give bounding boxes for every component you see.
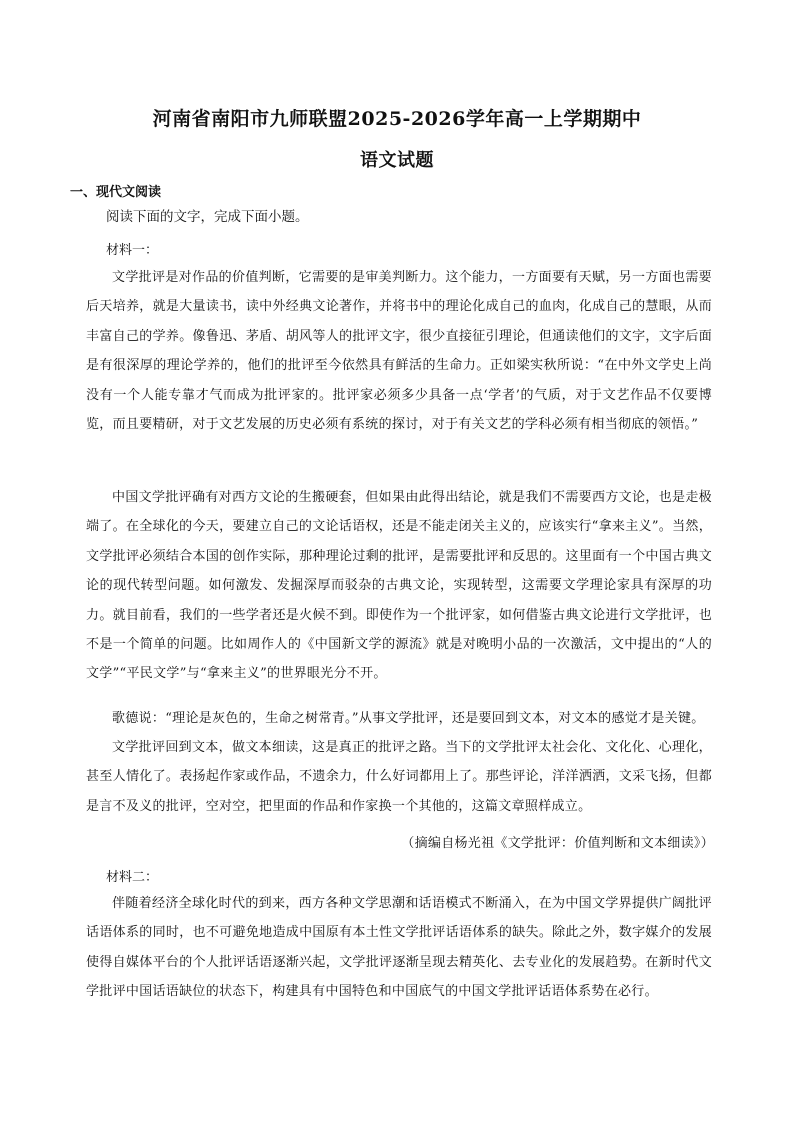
material-two-paragraph-1: 伴随着经济全球化时代的到来，西方各种文学思潮和话语模式不断涌入，在为中国文学界提供广阔批评话语体系的同时，也不可避免地造成中国原有本土性文学批评话语体系的缺失。除此之外，数字媒介的发展使得自媒体平台的个人批评话语逐渐兴起，文学批评逐渐呈现去精英化、去专业化的发展趋势。在新时代文学批评中国话语缺位的状态下，构建具有中国特色和中国底气的中国文学批评话语体系势在必行。: [86, 896, 712, 1000]
material-two-label: 材料二：: [106, 870, 159, 885]
material-one-source: （摘编自杨光祖《文学批评：价值判断和文本细读》）: [401, 836, 714, 851]
material-one-paragraph-3: 歌德说：“理论是灰色的，生命之树常青。”从事文学批评，还是要回到文本，对文本的感觉才是关键。: [112, 711, 705, 726]
material-one-label: 材料一：: [106, 243, 159, 258]
material-one-paragraph-4: 文学批评回到文本，做文本细读，这是真正的批评之路。当下的文学批评太社会化、文化化、心理化，甚至人情化了。表扬起作家或作品，不遗余力，什么好词都用上了。那些评论，洋洋洒洒，文采飞扬，但都是言不及义的批评，空对空，把里面的作品和作家换一个其他的，这篇文章照样成立。: [86, 740, 712, 814]
document-subtitle: 语文试题: [360, 150, 434, 171]
document-title: 河南省南阳市九师联盟2025-2026学年高一上学期期中: [152, 108, 642, 130]
section-heading: 一、现代文阅读: [70, 185, 162, 200]
material-one-paragraph-1: 文学批评是对作品的价值判断，它需要的是审美判断力。这个能力，一方面要有天赋，另一方面也需要后天培养，就是大量读书，读中外经典文论著作，并将书中的理论化成自己的血肉，化成自己的慧眼，从而丰富自己的学养。像鲁迅、茅盾、胡风等人的批评文字，很少直接征引理论，但通读他们的文字，文字后面是有很深厚的理论学养的，他们的批评至今依然具有鲜活的生命力。正如梁实秋所说：“在中外文学史上尚没有一个人能专靠才气而成为批评家的。批评家必须多少具备一点‘学者’的气质，对于文艺作品不仅要博览，而且要精研，对于文艺发展的历史必须有系统的探讨，对于有关文艺的学科必须有相当彻底的领悟。”: [86, 270, 712, 433]
material-one-paragraph-2: 中国文学批评确有对西方文论的生搬硬套，但如果由此得出结论，就是我们不需要西方文论，也是走极端了。在全球化的今天，要建立自己的文论话语权，还是不能走闭关主义的，应该实行“拿来主义”。当然，文学批评必须结合本国的创作实际，那种理论过剩的批评，是需要批评和反思的。这里面有一个中国古典文论的现代转型问题。如何激发、发掘深厚而驳杂的古典文论，实现转型，这需要文学理论家具有深厚的功力。就目前看，我们的一些学者还是火候不到。即使作为一个批评家，如何借鉴古典文论进行文学批评，也不是一个简单的问题。比如周作人的《中国新文学的源流》就是对晚明小品的一次激活，文中提出的“人的文学”“平民文学”与“拿来主义”的世界眼光分不开。: [86, 490, 712, 682]
reading-instruction: 阅读下面的文字，完成下面小题。: [106, 209, 309, 225]
